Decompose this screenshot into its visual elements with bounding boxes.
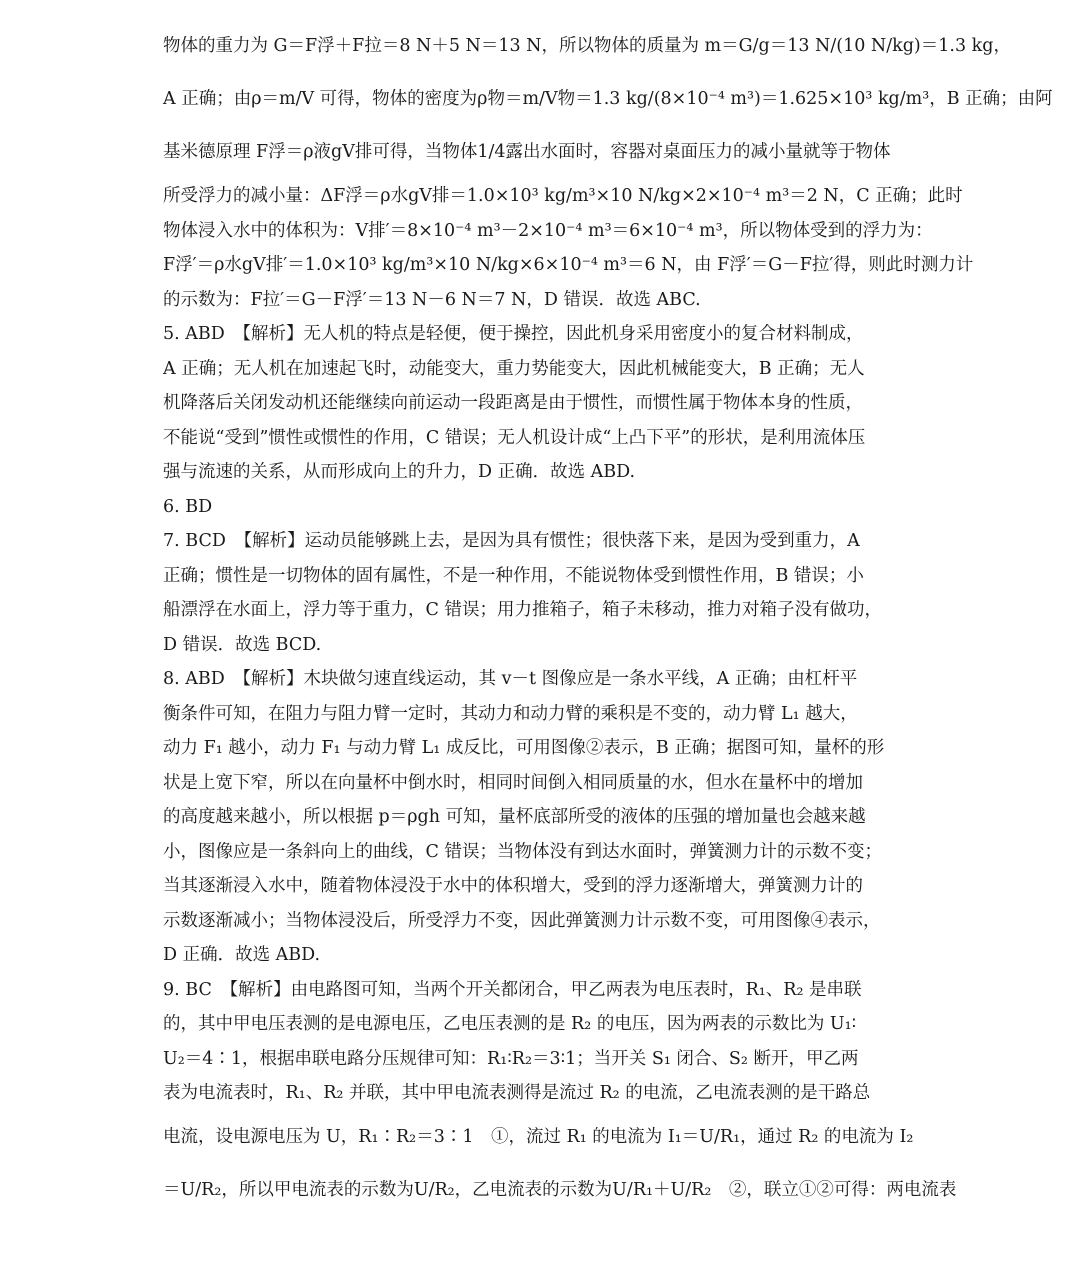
text-line: 5. ABD 【解析】无人机的特点是轻便，便于操控，因此机身采用密度小的复合材料制成， <box>163 324 864 344</box>
text-line: 基米德原理 F浮＝ρ液gV排可得，当物体1/4露出水面时，容器对桌面压力的减小量就等于物体 <box>163 142 891 162</box>
text-line: 物体的重力为 G＝F浮＋F拉＝8 N＋5 N＝13 N，所以物体的质量为 m＝G/g＝13 N/(10 N/kg)＝1.3 kg， <box>163 36 1011 56</box>
text-line: 表为电流表时，R₁、R₂ 并联，其中甲电流表测得是流过 R₂ 的电流，乙电流表测的是干路总 <box>163 1083 871 1103</box>
text-line: A 正确；由ρ＝m/V 可得，物体的密度为ρ物＝m/V物＝1.3 kg/(8×10⁻⁴ m³)＝1.625×10³ kg/m³，B 正确；由阿 <box>163 89 1053 109</box>
text-line: 状是上宽下窄，所以在向量杯中倒水时，相同时间倒入相同质量的水，但水在量杯中的增加 <box>163 772 863 793</box>
text-line: 所受浮力的减小量：ΔF浮＝ρ水gV排＝1.0×10³ kg/m³×10 N/kg×2×10⁻⁴ m³＝2 N，C 正确；此时 <box>163 186 963 206</box>
text-line: 电流，设电源电压为 U，R₁∶R₂＝3∶1 ①，流过 R₁ 的电流为 I₁＝U/R₁，通过 R₂ 的电流为 I₂ <box>163 1126 914 1147</box>
text-line: 正确；惯性是一切物体的固有属性，不是一种作用，不能说物体受到惯性作用，B 错误；小 <box>163 565 864 586</box>
text-line: U₂＝4∶1，根据串联电路分压规律可知：R₁∶R₂＝3∶1；当开关 S₁ 闭合、S₂ 断开，甲乙两 <box>163 1048 859 1069</box>
text-line: ＝U/R₂，所以甲电流表的示数为U/R₂，乙电流表的示数为U/R₁＋U/R₂ ②，联立①②可得：两电流表 <box>163 1179 957 1200</box>
text-line: 船漂浮在水面上，浮力等于重力，C 错误；用力推箱子，箱子未移动，推力对箱子没有做功， <box>163 600 882 620</box>
text-line: 7. BCD 【解析】运动员能够跳上去，是因为具有惯性；很快落下来，是因为受到重力，A <box>163 531 860 551</box>
text-line: 强与流速的关系，从而形成向上的升力，D 正确．故选 ABD. <box>163 462 636 482</box>
text-line: D 正确．故选 ABD. <box>163 945 321 965</box>
text-line: 衡条件可知，在阻力与阻力臂一定时，其动力和动力臂的乘积是不变的，动力臂 L₁ 越大， <box>163 703 858 724</box>
text-line: 不能说“受到”惯性或惯性的作用，C 错误；无人机设计成“上凸下平”的形状，是利用流体压 <box>163 427 866 448</box>
text-line: 当其逐渐浸入水中，随着物体浸没于水中的体积增大，受到的浮力逐渐增大，弹簧测力计的 <box>163 876 863 896</box>
text-line: 的高度越来越小，所以根据 p＝ρgh 可知，量杯底部所受的液体的压强的增加量也会越来越 <box>163 807 866 827</box>
text-line: 机降落后关闭发动机还能继续向前运动一段距离是由于惯性，而惯性属于物体本身的性质， <box>163 393 863 413</box>
text-line: 小，图像应是一条斜向上的曲线，C 错误；当物体没有到达水面时，弹簧测力计的示数不变； <box>163 841 882 862</box>
text-line: F浮′＝ρ水gV排′＝1.0×10³ kg/m³×10 N/kg×6×10⁻⁴ m³＝6 N，由 F浮′＝G－F拉′得，则此时测力计 <box>163 255 974 275</box>
text-line: 6. BD <box>163 496 213 517</box>
text-line: 的，其中甲电压表测的是电源电压，乙电压表测的是 R₂ 的电压，因为两表的示数比为 U₁∶ <box>163 1014 857 1034</box>
text-line: 示数逐渐减小；当物体浸没后，所受浮力不变，因此弹簧测力计示数不变，可用图像④表示， <box>163 910 881 931</box>
text-line: 的示数为：F拉′＝G－F浮′＝13 N－6 N＝7 N，D 错误．故选 ABC. <box>163 289 701 310</box>
text-line: A 正确；无人机在加速起飞时，动能变大，重力势能变大，因此机械能变大，B 正确；无人 <box>163 358 865 379</box>
text-line: 9. BC 【解析】由电路图可知，当两个开关都闭合，甲乙两表为电压表时，R₁、R₂ 是串联 <box>163 979 862 1000</box>
text-line: 物体浸入水中的体积为：V排′＝8×10⁻⁴ m³－2×10⁻⁴ m³＝6×10⁻⁴ m³，所以物体受到的浮力为： <box>163 220 933 241</box>
text-line: 动力 F₁ 越小，动力 F₁ 与动力臂 L₁ 成反比，可用图像②表示，B 正确；据图可知，量杯的形 <box>163 738 885 758</box>
text-line: 8. ABD 【解析】木块做匀速直线运动，其 v－t 图像应是一条水平线，A 正确；由杠杆平 <box>163 669 858 689</box>
text-line: D 错误．故选 BCD. <box>163 634 322 655</box>
